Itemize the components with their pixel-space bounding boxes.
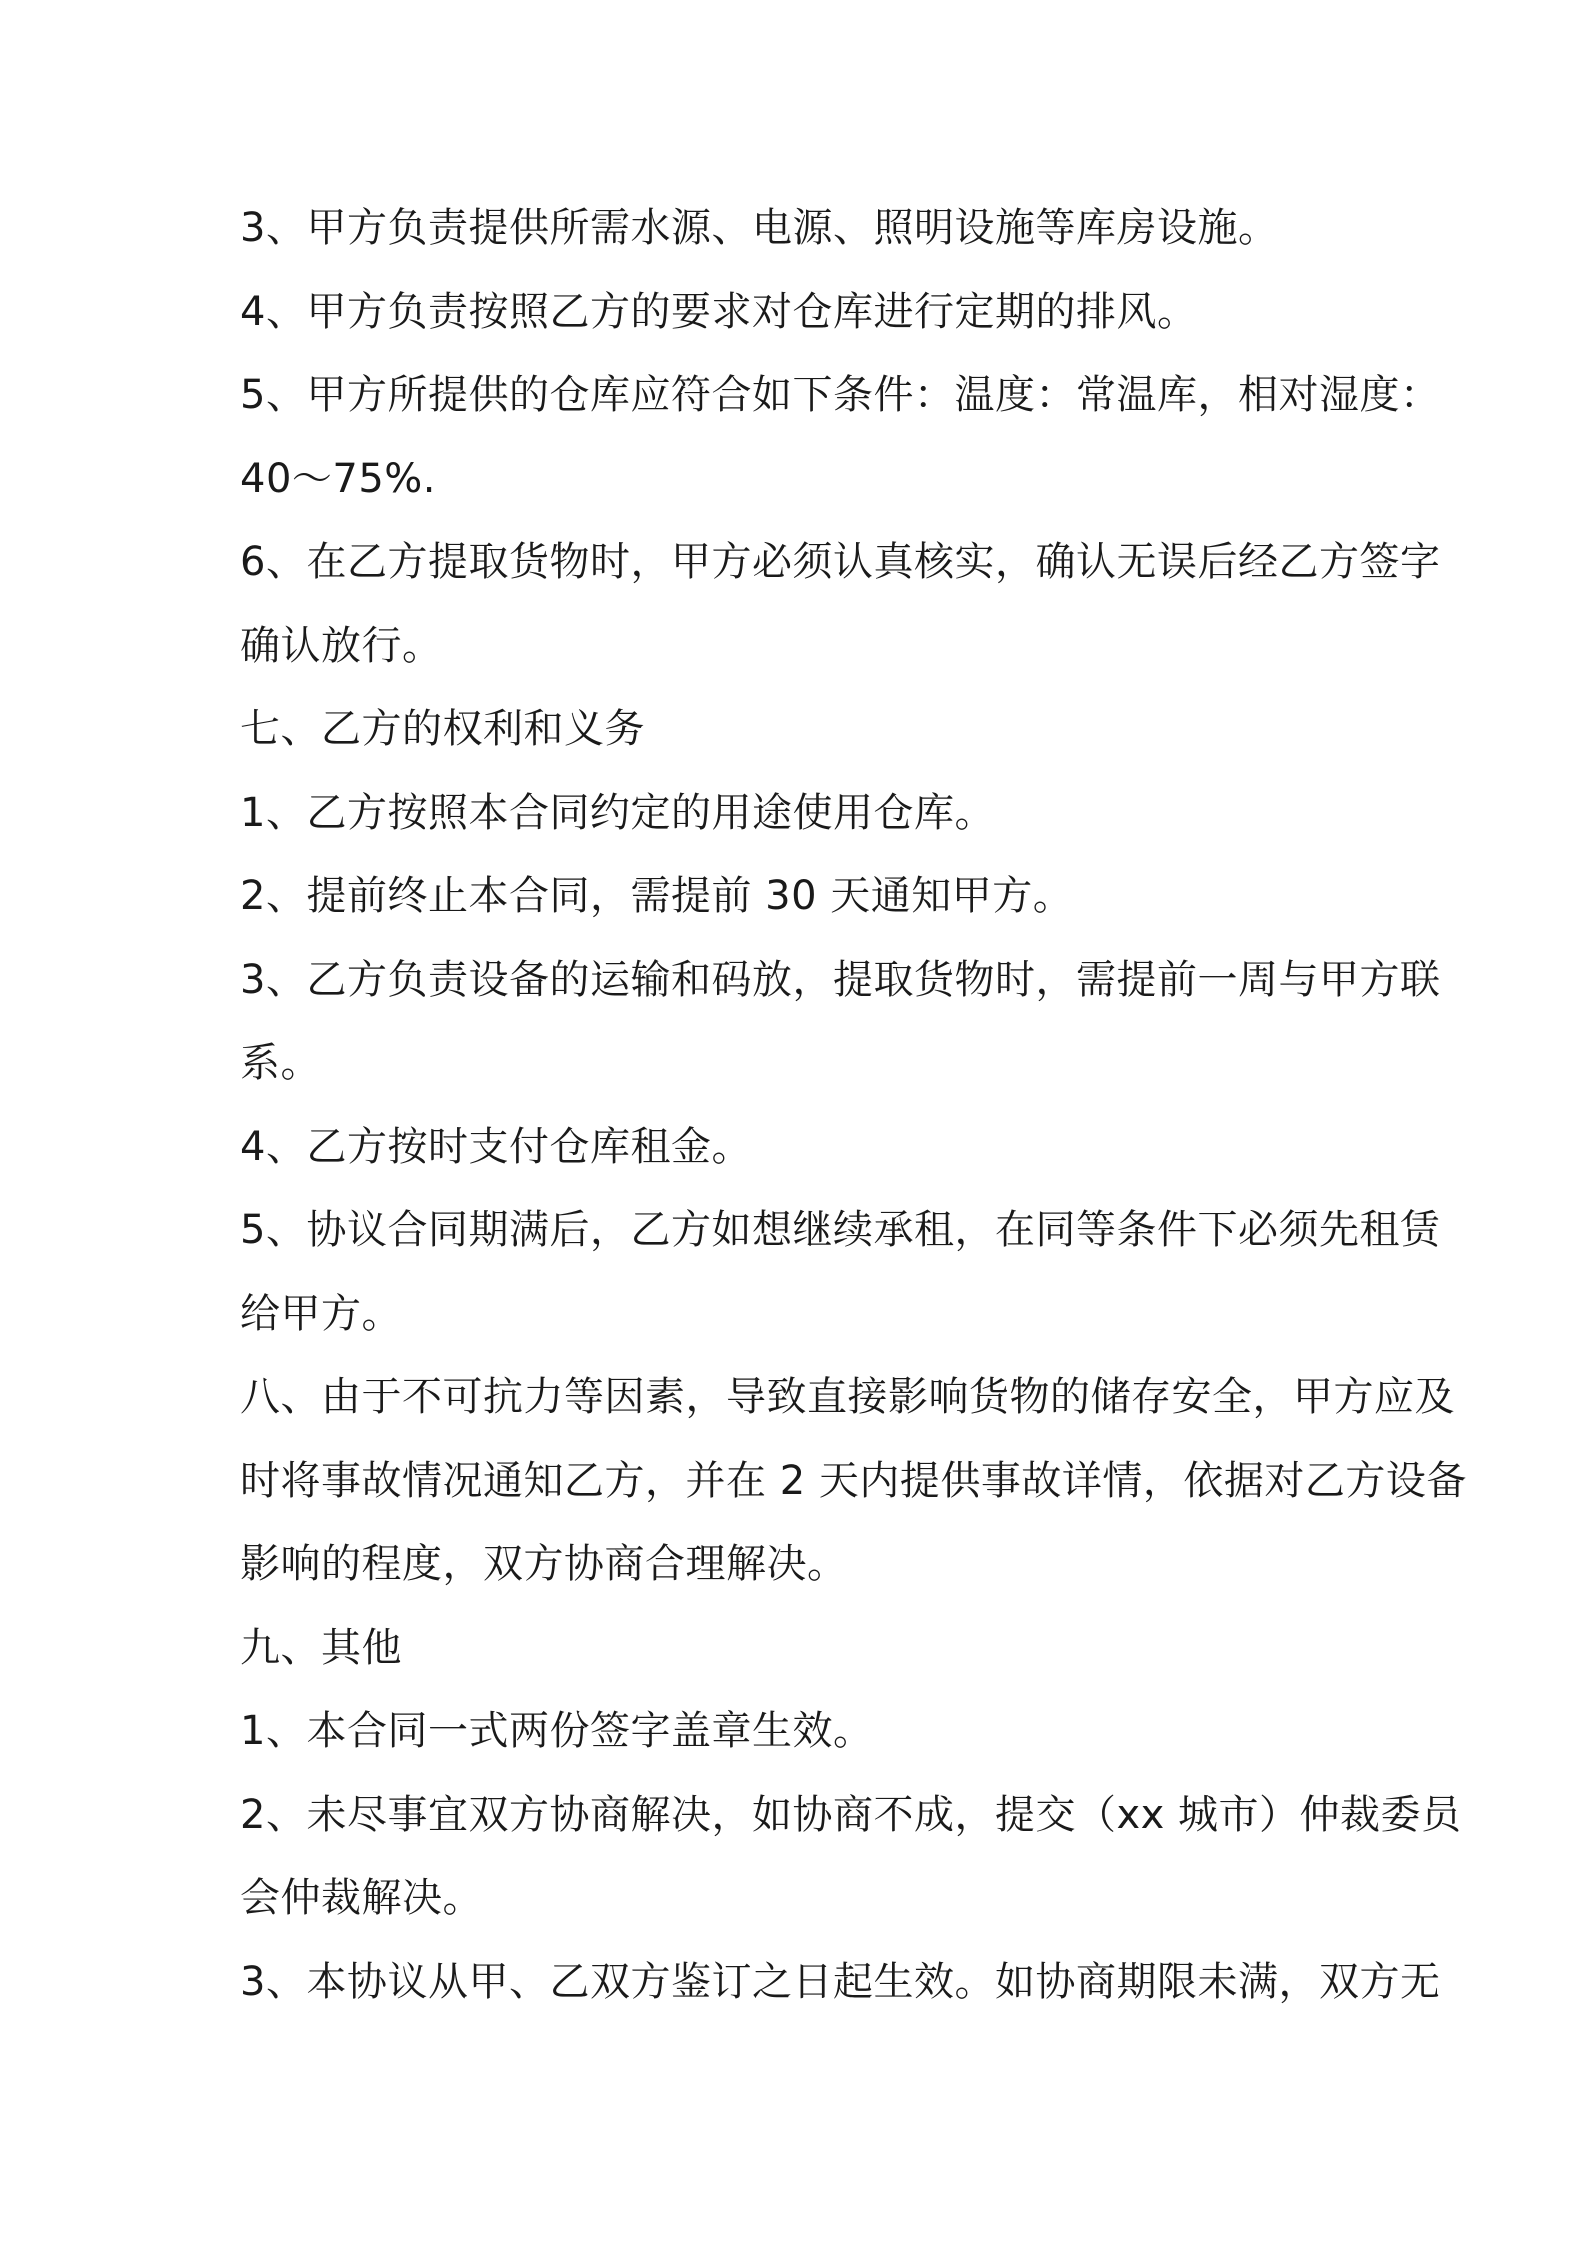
- clause-line: 时将事故情况通知乙方，并在 2 天内提供事故详情，依据对乙方设备: [240, 1458, 1467, 1504]
- clause-line: 影响的程度，双方协商合理解决。: [240, 1541, 848, 1587]
- clause-line: 40～75%.: [240, 456, 437, 502]
- clause-line: 给甲方。: [240, 1291, 402, 1337]
- clause-line: 3、甲方负责提供所需水源、电源、照明设施等库房设施。: [240, 205, 1279, 251]
- clause-line: 4、乙方按时支付仓库租金。: [240, 1124, 752, 1170]
- section-heading: 八、由于不可抗力等因素，导致直接影响货物的储存安全，甲方应及: [240, 1374, 1455, 1420]
- clause-line: 2、提前终止本合同，需提前 30 天通知甲方。: [240, 873, 1074, 919]
- clause-line: 3、乙方负责设备的运输和码放，提取货物时，需提前一周与甲方联: [240, 957, 1441, 1003]
- clause-line: 5、甲方所提供的仓库应符合如下条件：温度：常温库，相对湿度：: [240, 372, 1441, 418]
- clause-line: 系。: [240, 1040, 321, 1086]
- clause-line: 5、协议合同期满后，乙方如想继续承租，在同等条件下必须先租赁: [240, 1207, 1441, 1253]
- clause-line: 3、本协议从甲、乙双方鉴订之日起生效。如协商期限未满，双方无: [240, 1959, 1441, 2005]
- clause-line: 1、本合同一式两份签字盖章生效。: [240, 1708, 874, 1754]
- clause-line: 会仲裁解决。: [240, 1875, 483, 1921]
- clause-line: 确认放行。: [240, 623, 443, 669]
- section-heading: 九、其他: [240, 1625, 402, 1671]
- clause-line: 6、在乙方提取货物时，甲方必须认真核实，确认无误后经乙方签字: [240, 539, 1441, 585]
- clause-line: 2、未尽事宜双方协商解决，如协商不成，提交（xx 城市）仲裁委员: [240, 1792, 1462, 1838]
- clause-line: 4、甲方负责按照乙方的要求对仓库进行定期的排风。: [240, 289, 1198, 335]
- section-heading: 七、乙方的权利和义务: [240, 706, 645, 752]
- clause-line: 1、乙方按照本合同约定的用途使用仓库。: [240, 790, 995, 836]
